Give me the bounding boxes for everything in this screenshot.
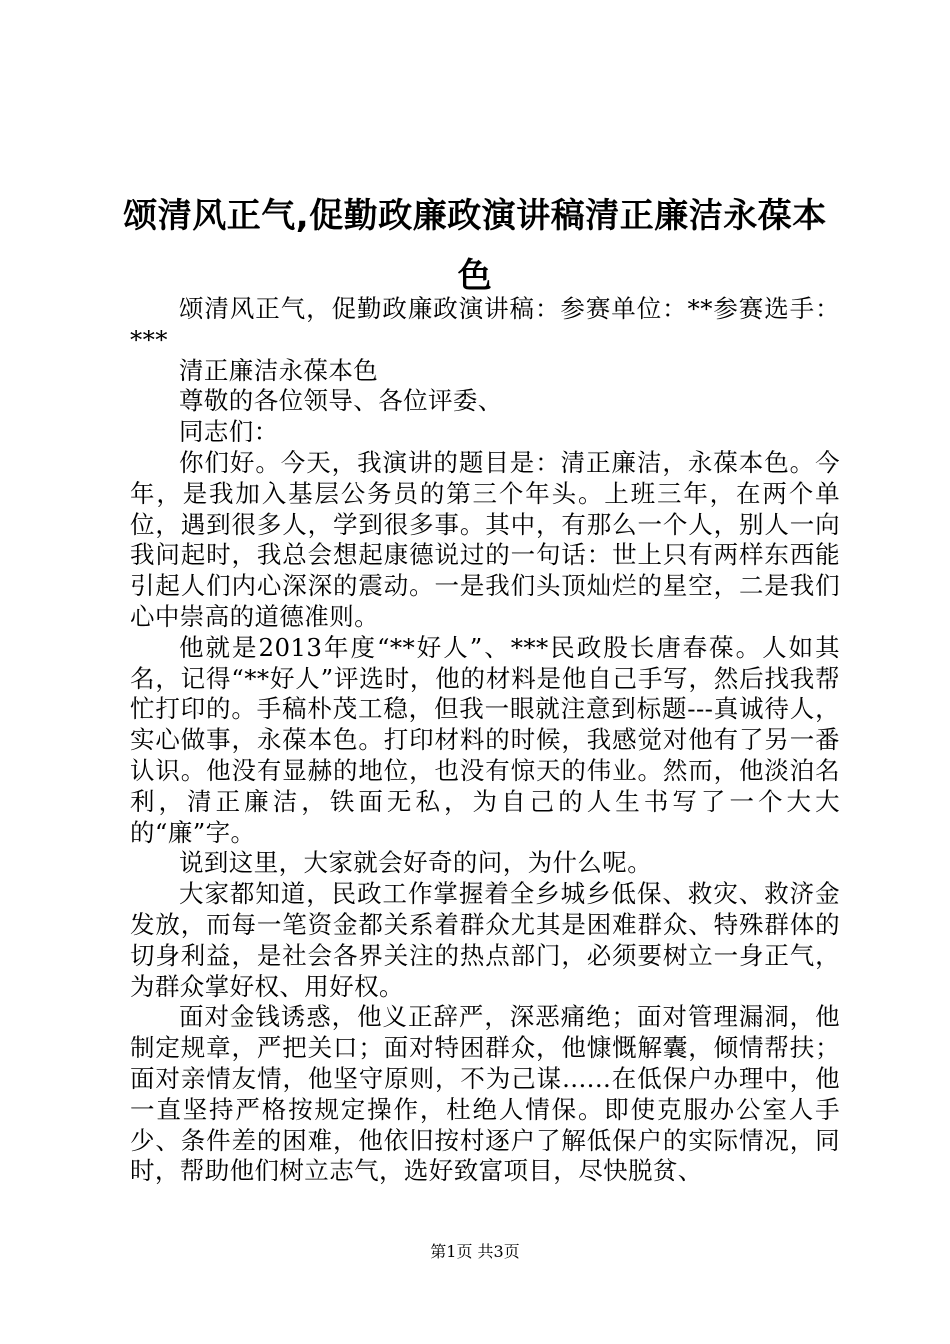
paragraph-subtitle: 清正廉洁永葆本色	[179, 355, 379, 385]
paragraph-opening: 你们好。今天，我演讲的题目是：清正廉洁，永葆本色。今年，是我加入基层公务员的第三个年头。上班三年，在两个单位，遇到很多人，学到很多事。其中，有那么一个人，别人一向我问起时，我总会想起康德说过的一句话：世上只有两样东西能引起人们内心深深的震动。一是我们头顶灿烂的星空，二是我们心中崇高的道德准则。	[130, 447, 840, 631]
document-title: 颂清风正气,促勤政廉政演讲稿清正廉洁永葆本色	[123, 196, 827, 296]
document-body	[130, 294, 840, 1187]
paragraph-intro: 颂清风正气，促勤政廉政演讲稿：参赛单位：**参赛选手：***	[130, 294, 840, 354]
paragraph-work: 大家都知道，民政工作掌握着全乡城乡低保、救灾、救济金发放，而每一笔资金都关系着群众尤其是困难群众、特殊群体的切身利益，是社会各界关注的热点部门，必须要树立一身正气，为群众掌好权、用好权。	[130, 879, 840, 1001]
paragraph-salutation: 尊敬的各位领导、各位评委、	[179, 386, 503, 416]
paragraph-question: 说到这里，大家就会好奇的问，为什么呢。	[179, 848, 653, 878]
page-footer: 第1页 共3页	[430, 1242, 520, 1261]
paragraph-conduct: 面对金钱诱惑，他义正辞严，深恶痛绝；面对管理漏洞，他制定规章，严把关口；面对特困群众，他慷慨解囊，倾情帮扶；面对亲情友情，他坚守原则，不为己谋......在低保户办理中，他一直坚持严格按规定操作，杜绝人情保。即使克服办公室人手少、条件差的困难，他依旧按村逐户了解低保户的实际情况，同时，帮助他们树立志气，选好致富项目，尽快脱贫、	[130, 1002, 840, 1186]
paragraph-person: 他就是2013年度“**好人”、***民政股长唐春葆。人如其名，记得“**好人”评选时，他的材料是他自己手写，然后找我帮忙打印的。手稿朴茂工稳，但我一眼就注意到标题---真诚待人，实心做事，永葆本色。打印材料的时候，我感觉对他有了另一番认识。他没有显赫的地位，也没有惊天的伟业。然而，他淡泊名利，清正廉洁，铁面无私，为自己的人生书写了一个大大的“廉”字。	[130, 632, 840, 847]
paragraph-greeting: 同志们：	[179, 417, 279, 447]
